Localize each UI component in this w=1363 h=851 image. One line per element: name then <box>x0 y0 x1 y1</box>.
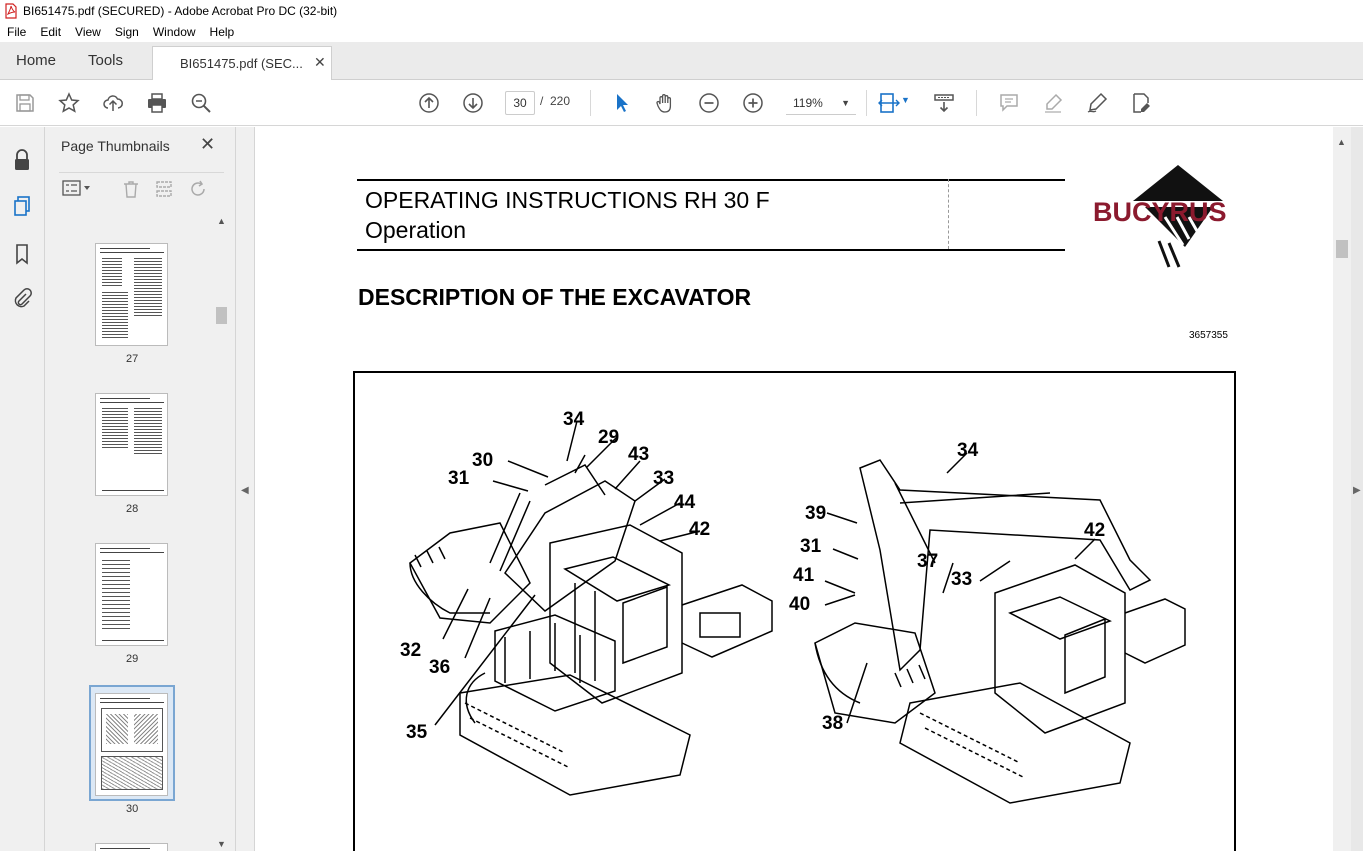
callout-label: 31 <box>448 468 470 489</box>
chevron-down-icon: ▼ <box>841 98 850 108</box>
hand-tool-icon[interactable] <box>653 91 677 115</box>
bookmarks-icon[interactable] <box>11 243 33 265</box>
callout-label: 35 <box>406 722 428 743</box>
toolbar-divider <box>866 90 867 116</box>
acrobat-icon <box>4 3 18 19</box>
total-pages: 220 <box>550 94 571 108</box>
callout-label: 40 <box>789 594 811 615</box>
page-separator: / <box>540 94 544 108</box>
panel-collapse-bar[interactable] <box>236 127 255 851</box>
zoom-out-icon[interactable] <box>697 91 721 115</box>
header-rule-bottom <box>357 249 1065 251</box>
select-cursor-icon[interactable] <box>609 91 633 115</box>
scroll-up-icon[interactable]: ▲ <box>1337 137 1346 147</box>
page-thumbnails-panel <box>45 127 236 851</box>
window-title: BI651475.pdf (SECURED) - Adobe Acrobat Pro DC (32-bit) <box>23 4 338 18</box>
document-scroll-thumb[interactable] <box>1336 240 1348 258</box>
callout-label: 34 <box>563 409 585 430</box>
thumbnail-page-number: 28 <box>126 503 139 515</box>
toolbar-divider <box>976 90 977 116</box>
thumbnail-page-27[interactable] <box>95 243 168 346</box>
menu-bar <box>0 22 1363 42</box>
title-bar <box>0 0 1363 22</box>
thumbnail-page-number: 30 <box>126 803 139 815</box>
callout-label: 43 <box>628 444 650 465</box>
scroll-mode-icon[interactable] <box>932 91 956 115</box>
edit-document-icon[interactable] <box>1129 91 1153 115</box>
header-divider <box>948 179 949 249</box>
callout-label: 33 <box>951 569 973 590</box>
header-rule-top <box>357 179 1065 181</box>
expand-right-icon[interactable]: ▶ <box>1353 485 1361 496</box>
thumbnail-page-number: 29 <box>126 653 139 665</box>
previous-page-icon[interactable] <box>417 91 441 115</box>
attachments-icon[interactable] <box>11 287 33 309</box>
lock-icon[interactable] <box>11 149 33 171</box>
panel-title: Page Thumbnails <box>61 138 170 154</box>
page-thumbnails-icon[interactable] <box>11 195 33 217</box>
bucyrus-logo <box>1093 163 1263 269</box>
comment-icon[interactable] <box>997 91 1021 115</box>
close-tab-icon[interactable]: ✕ <box>314 54 326 70</box>
page-number-input[interactable]: 30 <box>505 91 535 115</box>
rotate-page-icon[interactable] <box>189 179 209 199</box>
callout-label: 42 <box>1084 520 1106 541</box>
callout-label: 34 <box>957 440 979 461</box>
doc-header-title: OPERATING INSTRUCTIONS RH 30 F <box>365 187 770 213</box>
panel-toolbar <box>59 172 224 202</box>
print-icon[interactable] <box>145 91 169 115</box>
tab-document[interactable] <box>152 46 332 81</box>
highlight-pen-icon[interactable] <box>1041 91 1065 115</box>
extract-page-icon[interactable] <box>154 179 174 199</box>
menu-view[interactable]: View <box>75 25 101 39</box>
section-title: DESCRIPTION OF THE EXCAVATOR <box>358 284 752 310</box>
menu-edit[interactable]: Edit <box>40 25 62 39</box>
callout-label: 29 <box>598 427 620 448</box>
callout-label: 36 <box>429 657 451 678</box>
collapse-left-icon[interactable]: ◀ <box>241 485 249 496</box>
callout-label: 30 <box>472 450 494 471</box>
excavator-figure <box>353 371 1236 851</box>
navigation-rail <box>0 127 45 851</box>
callout-label: 39 <box>805 503 827 524</box>
callout-label: 44 <box>674 492 696 513</box>
menu-window[interactable]: Window <box>152 25 196 39</box>
thumbnail-page-next[interactable] <box>95 843 168 851</box>
callout-label: 33 <box>653 468 675 489</box>
next-page-icon[interactable] <box>461 91 485 115</box>
doc-header-subtitle: Operation <box>365 217 467 243</box>
zoom-level-value: 119% <box>793 96 823 110</box>
thumbnail-page-number: 27 <box>126 353 139 365</box>
bookmark-star-icon[interactable] <box>57 91 81 115</box>
callout-label: 38 <box>822 713 844 734</box>
thumbnail-page-29[interactable] <box>95 543 168 646</box>
thumbnail-options-icon[interactable] <box>62 180 92 196</box>
panel-scrollbar[interactable] <box>214 216 228 851</box>
upload-icon[interactable] <box>101 91 125 115</box>
zoom-in-icon[interactable] <box>741 91 765 115</box>
callout-label: 41 <box>793 565 815 586</box>
document-scrollbar[interactable] <box>1333 127 1351 851</box>
scroll-up-icon[interactable]: ▲ <box>217 216 226 226</box>
panel-scroll-thumb[interactable] <box>216 307 227 324</box>
menu-file[interactable]: File <box>7 25 27 39</box>
close-panel-icon[interactable]: ✕ <box>200 134 216 154</box>
delete-page-icon[interactable] <box>121 179 141 199</box>
save-icon[interactable] <box>13 91 37 115</box>
zoom-level-select[interactable] <box>786 91 856 115</box>
right-panel-toggle[interactable] <box>1351 127 1363 851</box>
callout-label: 31 <box>800 536 822 557</box>
thumbnail-page-28[interactable] <box>95 393 168 496</box>
zoom-search-icon[interactable] <box>189 91 213 115</box>
toolbar-divider <box>590 90 591 116</box>
tab-tools[interactable]: Tools <box>88 52 124 69</box>
page-fit-chevron-icon[interactable]: ▼ <box>901 95 910 105</box>
toolbar <box>0 80 1363 126</box>
document-view <box>255 127 1333 851</box>
callout-label: 42 <box>689 519 711 540</box>
bucyrus-logo-text: BUCYRUS <box>1093 197 1227 227</box>
tab-document-label: BI651475.pdf (SEC... <box>180 56 303 71</box>
figure-code: 3657355 <box>1189 330 1228 341</box>
callout-label: 37 <box>917 551 939 572</box>
tab-bar <box>0 42 1363 80</box>
scroll-down-icon[interactable]: ▼ <box>217 839 226 849</box>
thumbnail-page-30[interactable] <box>95 693 168 796</box>
sign-pen-icon[interactable] <box>1085 91 1109 115</box>
menu-help[interactable]: Help <box>209 25 235 39</box>
tab-home[interactable]: Home <box>16 52 57 69</box>
callout-label: 32 <box>400 640 422 661</box>
page-fit-icon[interactable] <box>877 91 901 115</box>
menu-sign[interactable]: Sign <box>114 25 139 39</box>
